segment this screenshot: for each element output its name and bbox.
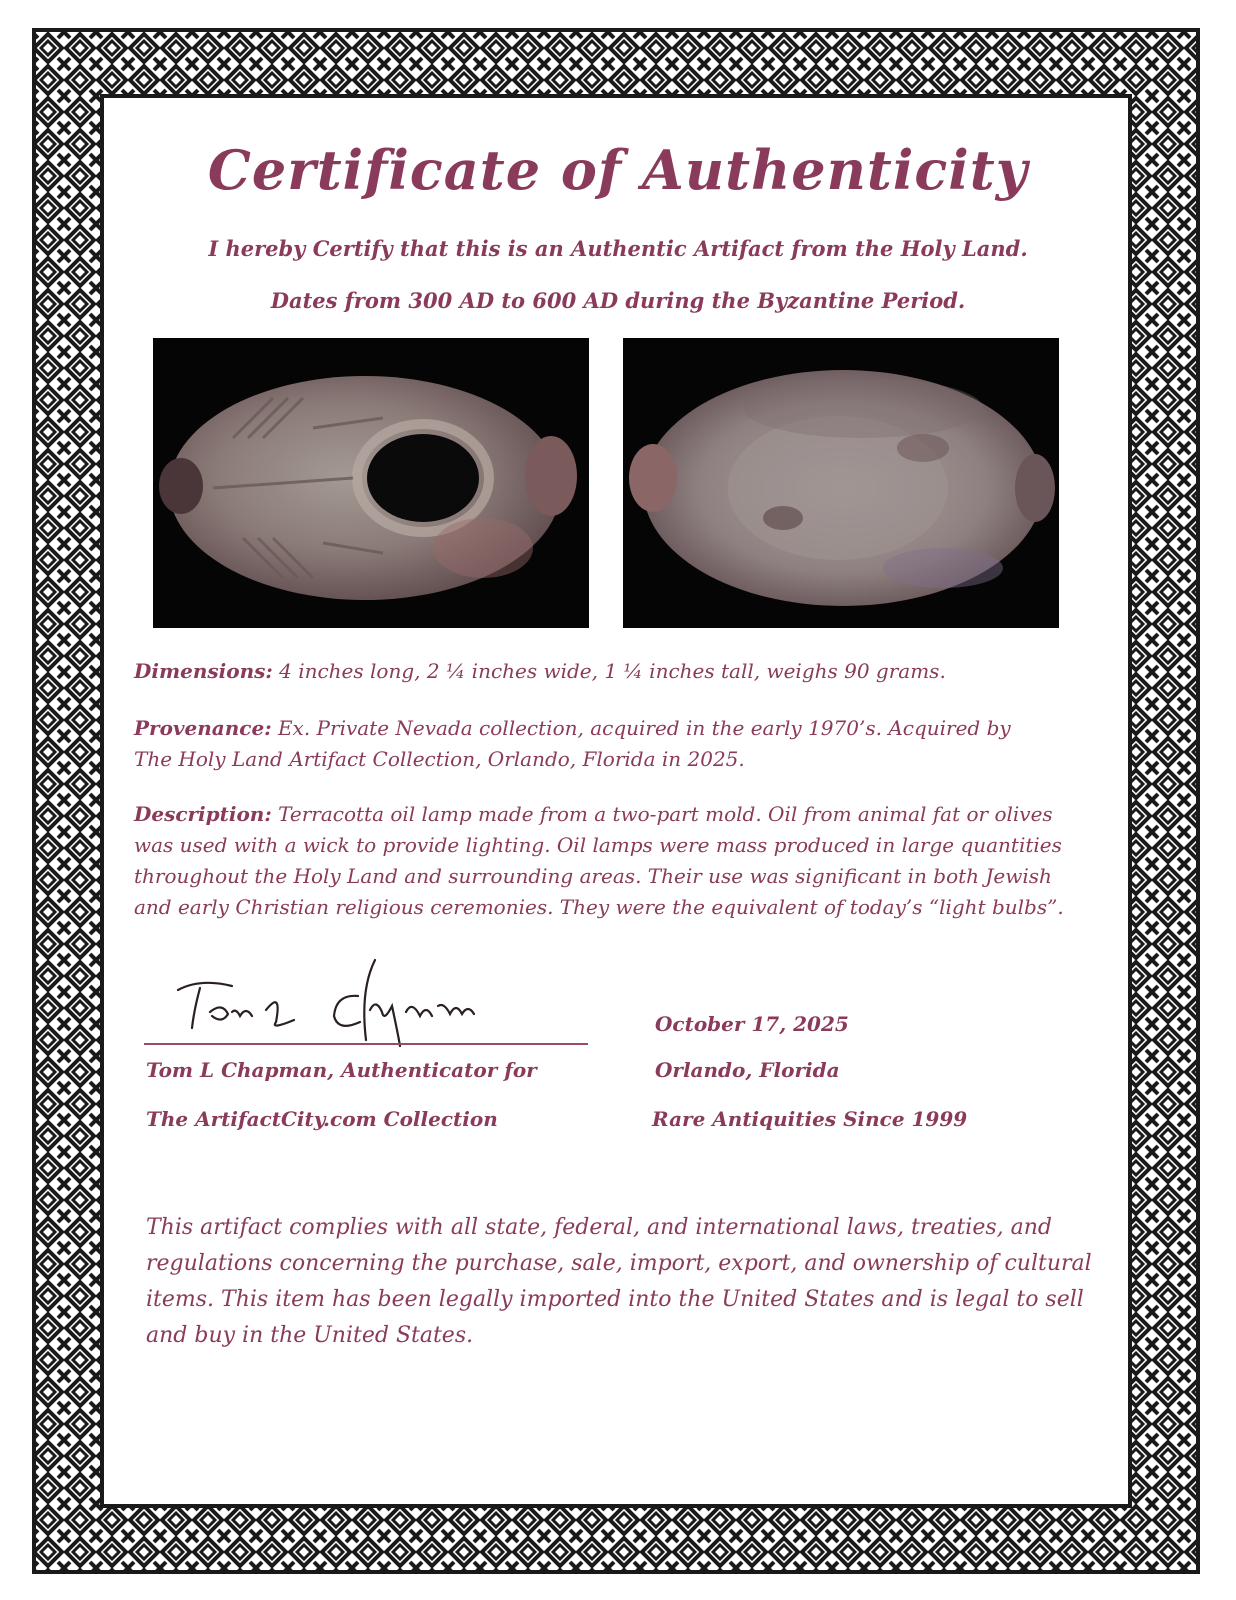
description-label: Description:: [134, 802, 272, 826]
description-text: Terracotta oil lamp made from a two-part mold. Oil from animal fat or olives was used with a wick to provide lighting. Oil lamps were mass produced in large quantities throughout the Holy Land and surrounding areas. Their use was significant in both Jewish and early Christian religious ceremonies. They were the equivalent of today’s “light bulbs”.: [134, 802, 1064, 919]
certificate-date: October 17, 2025: [655, 1012, 849, 1036]
collection-name: The ArtifactCity.com Collection: [146, 1107, 498, 1131]
period-statement: Dates from 300 AD to 600 AD during the Byzantine Period.: [270, 288, 966, 313]
provenance-text: Ex. Private Nevada collection, acquired in the early 1970’s. Acquired by The Holy Land Artifact Collection, Orlando, Florida in 2025.: [134, 716, 1011, 771]
company-tagline: Rare Antiquities Since 1999: [652, 1107, 968, 1131]
certificate-location: Orlando, Florida: [655, 1058, 840, 1082]
certificate-title: Certificate of Authenticity: [207, 138, 1029, 202]
oil-lamp-top-photo: [153, 338, 589, 628]
description-paragraph: [134, 799, 1094, 923]
dimensions-text: 4 inches long, 2 ¼ inches wide, 1 ¼ inches tall, weighs 90 grams.: [279, 659, 946, 683]
oil-lamp-bottom-photo: [623, 338, 1059, 628]
signature-line: [144, 1043, 588, 1045]
dimensions-label: Dimensions:: [134, 659, 273, 683]
dimensions-paragraph: [134, 656, 1094, 687]
provenance-paragraph: [134, 713, 1034, 775]
provenance-label: Provenance:: [134, 716, 272, 740]
handwritten-signature: [170, 950, 490, 1050]
certify-statement: I hereby Certify that this is an Authentic Artifact from the Holy Land.: [208, 236, 1028, 261]
legal-compliance-statement: This artifact complies with all state, federal, and international laws, treaties, and regulations concerning the purchase, sale, import, export, and ownership of cultural items. This item has been legally imported into the United States and is legal to sell and buy in the United States.: [146, 1215, 1092, 1348]
authenticator-name: Tom L Chapman, Authenticator for: [146, 1058, 537, 1082]
